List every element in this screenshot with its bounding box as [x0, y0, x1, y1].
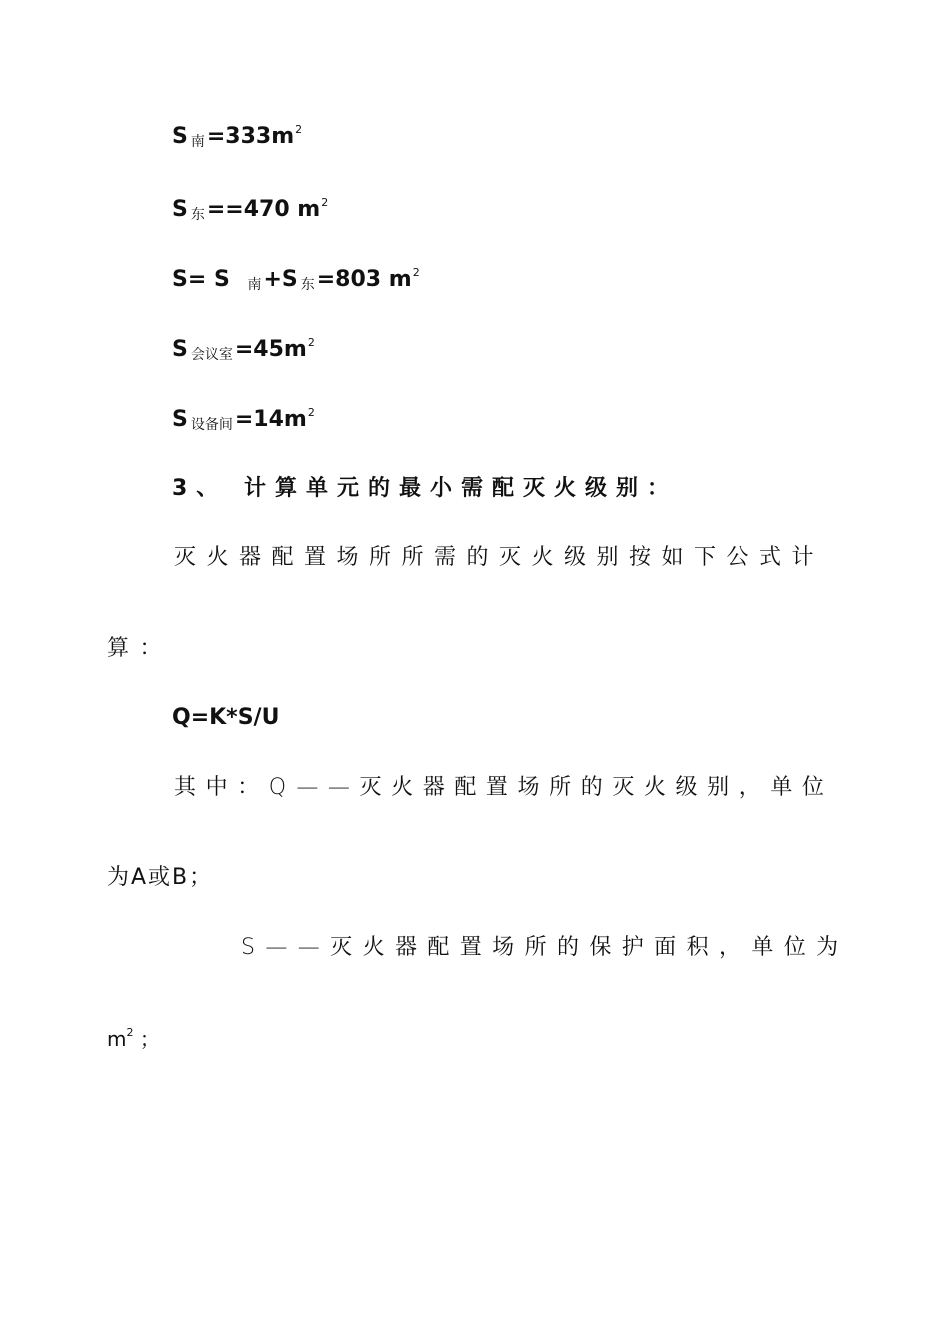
- section-heading: 3、 计算单元的最小需配灭火级别：: [172, 476, 678, 501]
- main-formula: Q=K*S/U: [172, 705, 280, 730]
- formula-superscript: 2: [307, 336, 315, 349]
- formula-subscript: 东: [190, 207, 205, 223]
- unit-superscript: 2: [126, 1026, 134, 1039]
- paragraph-line: 灭火器配置场所所需的灭火级别按如下公式计: [174, 545, 825, 570]
- formula-value: =45m: [234, 337, 307, 362]
- formula-superscript: 2: [321, 196, 329, 209]
- formula-subscript: 东: [300, 277, 315, 293]
- formula-base: S: [172, 124, 188, 149]
- unit-base: m: [107, 1027, 127, 1051]
- formula-value: ==470 m: [206, 197, 321, 222]
- formula-subscript: 南: [247, 277, 262, 293]
- formula-subscript: 设备间: [190, 417, 233, 433]
- formula-value: =803 m: [316, 267, 412, 292]
- formula-s-meeting-room: [172, 337, 315, 362]
- formula-base: S: [172, 407, 188, 432]
- formula-s-equipment-room: [172, 407, 315, 432]
- formula-base: S: [172, 337, 188, 362]
- formula-value: =333m: [206, 124, 295, 149]
- formula-superscript: 2: [307, 406, 315, 419]
- paragraph-line: [107, 1027, 160, 1049]
- formula-subscript: 南: [190, 134, 205, 150]
- formula-value: =14m: [234, 407, 307, 432]
- paragraph-line: S——灭火器配置场所的保护面积，单位为: [241, 935, 849, 960]
- formula-superscript: 2: [412, 266, 420, 279]
- paragraph-line: 为A或B；: [107, 865, 214, 890]
- formula-base: S: [172, 197, 188, 222]
- formula-part: +S: [263, 267, 298, 292]
- paragraph-line: 其中：Q——灭火器配置场所的灭火级别，单位: [174, 775, 834, 800]
- paragraph-line: 算：: [107, 636, 173, 661]
- formula-superscript: 2: [295, 123, 303, 136]
- unit-punctuation: ；: [133, 1027, 160, 1051]
- formula-s-east: [172, 197, 328, 222]
- formula-s-total: [172, 267, 420, 292]
- formula-s-south: [172, 124, 302, 149]
- formula-part: S= S: [172, 267, 238, 292]
- formula-subscript: 会议室: [190, 347, 233, 363]
